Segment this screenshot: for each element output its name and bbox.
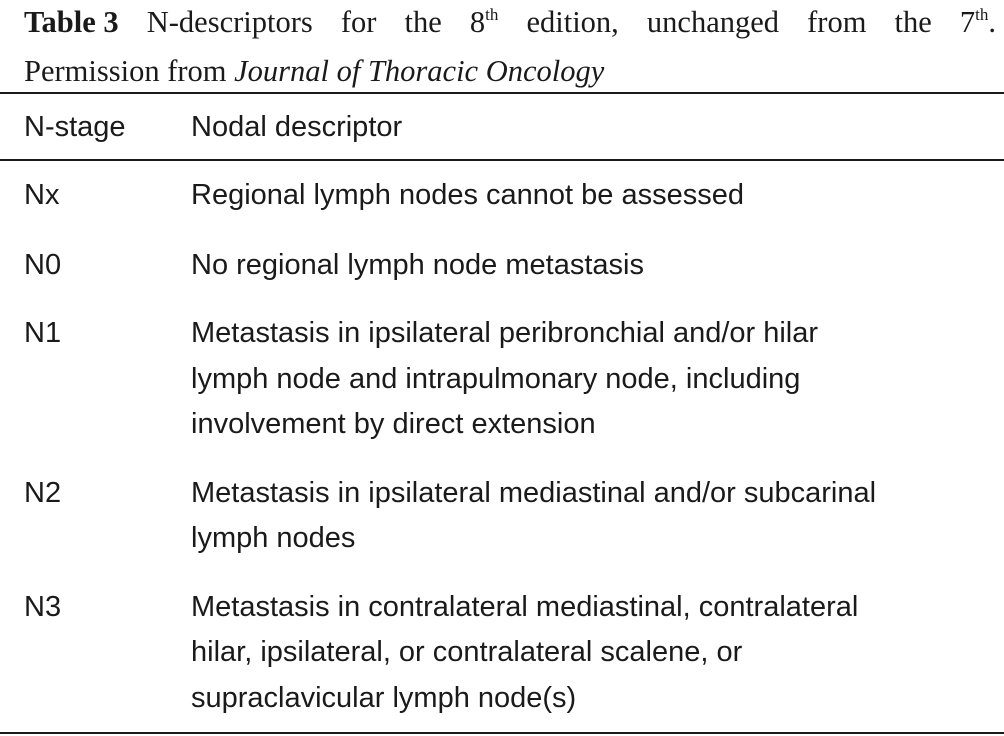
caption-word-6: unchanged <box>646 5 780 39</box>
table-caption <box>24 0 996 94</box>
descriptor-line: involvement by direct extension <box>191 408 596 440</box>
n-stage-cell: Nx <box>24 179 60 211</box>
nodal-descriptor-cell <box>191 448 1004 562</box>
nodal-descriptor-cell <box>191 160 1004 219</box>
n-stage-cell: N1 <box>24 317 62 349</box>
caption-label: Table 3 <box>24 5 119 39</box>
descriptor-line: Metastasis in contralateral mediastinal, contralateral <box>191 590 859 623</box>
caption-word-9: 7th. <box>959 5 996 39</box>
descriptor-line: hilar, ipsilateral, or contralateral scalene, or <box>191 636 743 668</box>
caption-word-4: 8th <box>469 5 499 39</box>
table-row <box>0 562 1004 722</box>
bottom-rule <box>0 732 1004 734</box>
table-row <box>0 219 1004 289</box>
table-header-row <box>0 94 1004 160</box>
descriptor-line: Regional lymph nodes cannot be assessed <box>191 179 744 211</box>
table-body <box>0 160 1004 721</box>
descriptor-line: Metastasis in ipsilateral peribronchial and/or hilar <box>191 317 819 349</box>
descriptor-line: supraclavicular lymph node(s) <box>191 681 577 714</box>
n-descriptor-table <box>0 94 1004 721</box>
nodal-descriptor-cell <box>191 562 1004 722</box>
nodal-descriptor-cell <box>191 288 1004 448</box>
table-row <box>0 160 1004 219</box>
caption-word-8: the <box>894 5 932 39</box>
descriptor-line: No regional lymph node metastasis <box>191 248 644 281</box>
nodal-descriptor-cell <box>191 219 1004 289</box>
caption-word-3: the <box>404 5 442 39</box>
caption-word-1: N-descriptors <box>146 5 313 39</box>
n-stage-cell: N2 <box>24 476 62 509</box>
caption-journal: Journal of Thoracic Oncology <box>234 54 605 88</box>
caption-word-2: for <box>340 5 377 39</box>
descriptor-line: lymph nodes <box>191 522 356 554</box>
n-stage-cell: N3 <box>24 590 62 623</box>
caption-permission: Permission from <box>24 54 227 88</box>
caption-word-5: edition, <box>526 5 619 39</box>
header-n-stage: N-stage <box>24 111 126 143</box>
descriptor-line: Metastasis in ipsilateral mediastinal and/or subcarinal <box>191 476 877 509</box>
table-row <box>0 448 1004 562</box>
descriptor-line: lymph node and intrapulmonary node, including <box>191 362 801 395</box>
table-row <box>0 288 1004 448</box>
header-nodal-descriptor: Nodal descriptor <box>191 111 403 143</box>
n-stage-cell: N0 <box>24 248 62 281</box>
caption-line-1 <box>24 0 996 49</box>
caption-word-7: from <box>807 5 867 39</box>
caption-line-2 <box>24 49 996 94</box>
